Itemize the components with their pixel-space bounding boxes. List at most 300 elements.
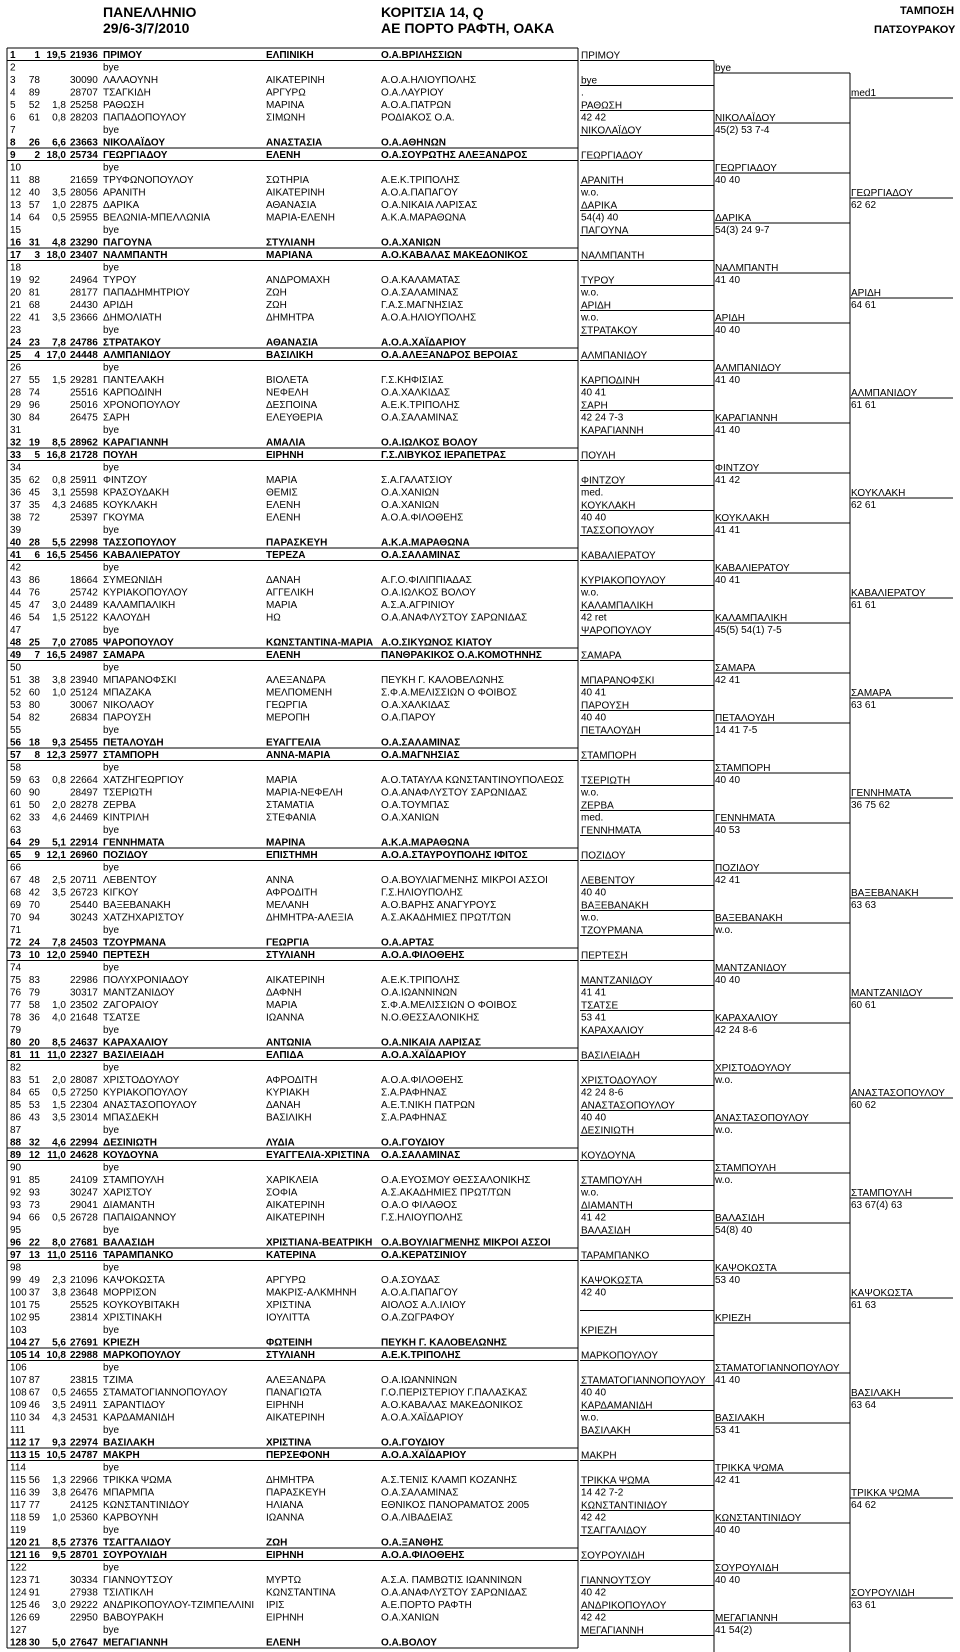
draw-position: 69 (10, 900, 22, 911)
player-club: Ο.Α.ΣΑΛΑΜΙΝΑΣ (381, 412, 459, 424)
player-surname: ΓΚΟΥΜΑ (103, 512, 144, 524)
player-club: Α.Ο.Α.ΠΑΠΑΓΟΥ (381, 1287, 458, 1299)
player-surname: ΠΑΝΤΕΛΑΚΗ (103, 375, 165, 386)
player-club: Ο.Α.ΧΑΝΙΩΝ (381, 812, 440, 824)
player-surname: ΚΑΡΠΟΔΙΝΗ (103, 387, 162, 399)
player-id: 28962 (70, 437, 98, 449)
r1-winner: bye (581, 75, 598, 87)
ranking-points: 3,5 (52, 1400, 66, 1411)
player-club: Α.Σ.ΤΕΝΙΣ ΚΛΑΜΠ ΚΟΖΑΝΗΣ (381, 1475, 518, 1486)
player-club: Α.Σ.ΑΚΑΔΗΜΙΕΣ ΠΡΩΤ/ΤΩΝ (381, 912, 511, 924)
player-id: 21648 (70, 1012, 98, 1024)
player-id: 25742 (70, 587, 98, 599)
player-surname: ΧΡΟΝΟΠΟΥΛΟΥ (103, 400, 181, 411)
player-club: Ο.Α.ΙΩΛΚΟΣ ΒΟΛΟΥ (381, 587, 476, 599)
r1-winner: ΚΑΡΔΑΜΑΝΙΔΗ (581, 1400, 653, 1412)
r2-winner: ΒΑΣΙΛΑΚΗ (715, 1413, 765, 1424)
player-id: 27938 (70, 1587, 98, 1599)
player-club: Α.Ε.ΠΟΡΤΟ ΡΑΦΤΗ (381, 1600, 472, 1611)
r1-score: 40 40 (581, 1387, 607, 1399)
event-dates: 29/6-3/7/2010 (103, 20, 190, 36)
bye-slot: bye (103, 162, 120, 174)
r1-winner: ΠΕΤΑΛΟΥΔΗ (581, 725, 641, 737)
draw-position: 7 (10, 125, 16, 136)
player-id: 30317 (70, 987, 98, 999)
ranking-points: 16,8 (46, 450, 66, 461)
ranking-points: 4,8 (52, 237, 66, 249)
player-club: Σ.Α.ΡΑΦΗΝΑΣ (381, 1112, 447, 1124)
seed-rank: 68 (28, 300, 40, 311)
r1-score: 41 42 (581, 1212, 607, 1224)
player-firstname: ΜΑΚΡΙΣ-ΑΛΚΜΗΝΗ (266, 1287, 357, 1299)
draw-position: 35 (10, 475, 22, 486)
player-id: 24531 (70, 1412, 98, 1424)
draw-position: 57 (10, 750, 22, 761)
draw-position: 53 (10, 700, 22, 711)
player-firstname: ΕΛΕΝΗ (266, 500, 301, 511)
player-club: Ο.Α.ΓΟΥΔΙΟΥ (381, 1137, 445, 1149)
r3-score: 63 63 (851, 900, 877, 911)
player-firstname: ΣΤΥΛΙΑΝΗ (266, 237, 315, 249)
r3-winner: ΣΟΥΡΟΥΛΙΔΗ (851, 1588, 915, 1599)
ranking-points: 4,3 (52, 500, 66, 511)
player-surname: ΣΤΡΑΤΑΚΟΥ (103, 337, 161, 349)
r1-winner: ΑΝΑΣΤΑΣΟΠΟΥΛΟΥ (581, 1100, 675, 1112)
r2-score: 40 40 (715, 775, 741, 786)
draw-position: 96 (10, 1237, 22, 1249)
player-surname: ΔΗΜΟΛΙΑΤΗ (103, 312, 162, 324)
r2-score: 40 40 (715, 1525, 741, 1536)
player-firstname: ΧΡΙΣΤΙΝΑ (266, 1300, 312, 1311)
player-id: 25440 (70, 900, 98, 911)
player-surname: ΤΣΑΓΓΑΛΙΔΟΥ (103, 1537, 172, 1549)
seed-rank: 15 (28, 1450, 40, 1461)
event-title: ΠΑΝΕΛΛΗΝΙΟ (103, 4, 197, 20)
player-club: Ο.Α.ΛΙΒΑΔΕΙΑΣ (381, 1512, 453, 1524)
seed-rank: 51 (28, 1075, 40, 1086)
player-surname: ΜΠΑΖΑΚΑ (103, 687, 152, 699)
draw-position: 24 (10, 337, 22, 349)
r3-winner: ΜΑΝΤΖΑΝΙΔΟΥ (851, 988, 923, 999)
player-id: 28087 (70, 1075, 98, 1086)
player-firstname: ΠΑΡΑΣΚΕΥΗ (266, 1487, 326, 1499)
player-id: 25124 (70, 687, 98, 699)
category-title: ΚΟΡΙΤΣΙΑ 14, Q (381, 4, 484, 20)
r1-winner: ΜΑΝΤΖΑΝΙΔΟΥ (581, 975, 653, 987)
r2-score: w.o. (715, 1125, 733, 1136)
r3-winner: ΚΑΒΑΛΙΕΡΑΤΟΥ (851, 588, 926, 599)
player-id: 30243 (70, 912, 98, 924)
draw-position: 47 (10, 625, 22, 636)
r1-winner: ΒΑΣΙΛΑΚΗ (581, 1425, 631, 1437)
player-firstname: ΦΩΤΕΙΝΗ (266, 1337, 313, 1349)
ranking-points: 5,6 (52, 1337, 66, 1349)
player-surname: ΧΡΙΣΤΙΝΑΚΗ (103, 1312, 162, 1324)
seed-rank: 30 (28, 1637, 40, 1649)
seed-rank: 13 (28, 1250, 40, 1261)
player-surname: ΤΑΡΑΜΠΑΝΚΟ (103, 1250, 174, 1261)
r1-winner: ΣΤΑΜΠΟΥΛΗ (581, 1175, 643, 1187)
seed-rank: 6 (34, 550, 40, 561)
player-surname: ΨΑΡΟΠΟΥΛΟΥ (103, 637, 174, 649)
draw-position: 110 (10, 1412, 26, 1424)
r2-winner: ΦΙΝΤΖΟΥ (715, 463, 760, 474)
r1-score: 42 42 (581, 1512, 607, 1524)
r1-winner: ΠΡΙΜΟΥ (581, 50, 621, 62)
bye-slot: bye (103, 625, 120, 636)
player-firstname: ΚΥΡΙΑΚΗ (266, 1087, 310, 1099)
player-surname: ΠΟΖΙΔΟΥ (103, 850, 148, 861)
r2-winner: ΚΩΝΣΤΑΝΤΙΝΙΔΟΥ (715, 1513, 802, 1524)
bye-slot: bye (103, 825, 120, 836)
r1-score: 42 42 (581, 1612, 607, 1624)
draw-position: 32 (10, 437, 22, 449)
draw-position: 120 (10, 1537, 27, 1549)
bye-slot: bye (103, 62, 120, 74)
player-firstname: ΑΓΓΕΛΙΚΗ (266, 587, 314, 599)
seed-rank: 80 (28, 700, 40, 711)
ranking-points: 0,5 (52, 1387, 66, 1399)
draw-position: 74 (10, 962, 22, 974)
player-id: 28056 (70, 187, 98, 199)
r2-winner: ΒΑΞΕΒΑΝΑΚΗ (715, 913, 783, 924)
r1-winner: ΠΕΡΤΕΣΗ (581, 950, 628, 962)
player-id: 30247 (70, 1187, 98, 1199)
r1-winner: ΚΑΒΑΛΙΕΡΑΤΟΥ (581, 550, 656, 562)
player-surname: ΔΕΣΙΝΙΩΤΗ (103, 1137, 157, 1149)
player-id: 24987 (70, 650, 98, 661)
r3-winner: med1 (851, 88, 877, 99)
draw-position: 61 (10, 800, 22, 811)
draw-position: 128 (10, 1637, 27, 1649)
player-surname: ΑΝΑΣΤΑΣΟΠΟΥΛΟΥ (103, 1100, 197, 1111)
player-id: 23407 (70, 250, 98, 261)
player-surname: ΠΑΠΑΔΟΠΟΥΛΟΥ (103, 112, 187, 124)
draw-position: 45 (10, 600, 22, 611)
ranking-points: 8,5 (52, 437, 66, 449)
player-id: 23815 (70, 1375, 98, 1386)
player-club: Α.Ο.ΚΑΒΑΛΑΣ ΜΑΚΕΔΟΝΙΚΟΣ (381, 250, 528, 261)
r1-winner: ΤΥΡΟΥ (581, 275, 615, 287)
ranking-points: 18,0 (46, 150, 66, 161)
player-id: 22988 (70, 1350, 98, 1361)
player-firstname: ΜΑΡΙΑ (266, 475, 298, 486)
bye-slot: bye (103, 1325, 120, 1336)
r2-score: 41 40 (715, 425, 741, 436)
player-id: 24503 (70, 937, 98, 949)
player-surname: ΣΤΑΜΠΟΡΗ (103, 750, 159, 761)
r2-winner: ΚΑΒΑΛΙΕΡΑΤΟΥ (715, 563, 790, 574)
r1-winner: ΔΑΡΙΚΑ (581, 200, 618, 212)
r1-score: 54(4) 40 (581, 212, 619, 224)
draw-position: 62 (10, 812, 22, 824)
player-surname: ΖΑΓΟΡΑΙΟΥ (103, 1000, 159, 1011)
draw-position: 4 (10, 87, 16, 99)
r1-score: w.o. (581, 1412, 599, 1424)
r1-score: . (581, 87, 584, 99)
draw-position: 88 (10, 1137, 22, 1149)
seed-rank: 21 (28, 1537, 40, 1549)
r2-winner: ΔΑΡΙΚΑ (715, 213, 752, 224)
seed-rank: 92 (28, 275, 40, 286)
player-id: 25456 (70, 550, 98, 561)
player-club: Ο.Α.ΑΝΑΦΛΥΣΤΟΥ ΣΑΡΩΝΙΔΑΣ (381, 787, 528, 799)
r1-winner: ΔΙΑΜΑΝΤΗ (581, 1200, 633, 1212)
draw-position: 37 (10, 500, 22, 511)
player-club: Ο.Α.ΑΘΗΝΩΝ (381, 137, 446, 149)
r2-score: 40 40 (715, 325, 741, 336)
draw-position: 6 (10, 112, 16, 124)
draw-position: 101 (10, 1300, 27, 1311)
player-id: 25122 (70, 612, 98, 624)
player-firstname: ΖΩΗ (266, 287, 287, 299)
draw-position: 30 (10, 412, 22, 424)
player-surname: ΚΑΡΔΑΜΑΝΙΔΗ (103, 1412, 175, 1424)
player-club: Ο.Α.ΑΝΑΦΛΥΣΤΟΥ ΣΑΡΩΝΙΔΑΣ (381, 612, 528, 624)
player-firstname: ΑΝΝΑ-ΜΑΡΙΑ (266, 750, 331, 761)
seed-rank: 75 (28, 1300, 40, 1311)
draw-position: 76 (10, 987, 22, 999)
draw-position: 114 (10, 1462, 26, 1474)
seed-rank: 19 (28, 437, 40, 449)
player-firstname: ΜΑΡΙΑ (266, 775, 298, 786)
player-id: 25955 (70, 212, 98, 224)
r1-winner: ΓΕΩΡΓΙΑΔΟΥ (581, 150, 643, 162)
r1-winner: ΤΣΑΓΓΑΛΙΔΟΥ (581, 1525, 647, 1537)
player-firstname: ΑΝΝΑ (266, 875, 294, 886)
player-firstname: ΧΑΡΙΚΛΕΙΑ (266, 1175, 319, 1186)
player-firstname: ΜΥΡΤΩ (266, 1575, 302, 1586)
player-surname: ΒΑΒΟΥΡΑΚΗ (103, 1612, 164, 1624)
bye-slot: bye (103, 562, 120, 574)
draw-position: 14 (10, 212, 22, 224)
r1-score: 42 24 8-6 (581, 1087, 624, 1099)
player-firstname: ΑΘΑΝΑΣΙΑ (266, 337, 319, 349)
ranking-points: 12,3 (46, 750, 66, 761)
player-surname: ΤΖΙΜΑ (103, 1375, 133, 1386)
player-club: Ο.Α.ΒΟΥΛΙΑΓΜΕΝΗΣ ΜΙΚΡΟΙ ΑΣΣΟΙ (381, 1237, 551, 1249)
draw-position: 49 (10, 650, 22, 661)
r2-winner: ΣΟΥΡΟΥΛΙΔΗ (715, 1563, 779, 1574)
player-surname: ΚΥΡΙΑΚΟΠΟΥΛΟΥ (103, 1087, 188, 1099)
draw-position: 79 (10, 1025, 22, 1036)
draw-position: 64 (10, 837, 22, 849)
draw-position: 108 (10, 1387, 27, 1399)
r2-winner: ΚΟΥΚΛΑΚΗ (715, 513, 770, 524)
seed-rank: 69 (28, 1612, 40, 1624)
player-club: Α.Ο.Α.ΠΑΤΡΩΝ (381, 100, 452, 111)
r2-winner: ΣΤΑΜΑΤΟΓΙΑΝΝΟΠΟΥΛΟΥ (715, 1363, 840, 1374)
draw-position: 109 (10, 1400, 27, 1411)
player-firstname: ΝΕΦΕΛΗ (266, 387, 309, 399)
player-club: Ο.Α.ΙΩΑΝΝΙΝΩΝ (381, 1375, 458, 1386)
player-club: Ο.Α.ΞΑΝΘΗΣ (381, 1537, 444, 1549)
seed-rank: 66 (28, 1212, 40, 1224)
seed-rank: 18 (28, 737, 40, 749)
player-id: 27085 (70, 637, 98, 649)
player-firstname: ΚΩΝΣΤΑΝΤΙΝΑ (266, 1587, 336, 1599)
seed-rank: 29 (28, 837, 40, 849)
player-club: ΠΕΥΚΗ Γ. ΚΑΛΟΒΕΛΩΝΗΣ (381, 675, 504, 686)
draw-position: 40 (10, 537, 22, 549)
player-id: 27691 (70, 1337, 98, 1349)
r1-winner: ΑΛΜΠΑΝΙΔΟΥ (581, 350, 648, 362)
bye-slot: bye (103, 1362, 120, 1374)
draw-position: 42 (10, 562, 22, 574)
r1-winner: ΚΩΝΣΤΑΝΤΙΝΙΔΟΥ (581, 1500, 668, 1512)
r2-score: 40 41 (715, 575, 741, 586)
r2-score: 45(5) 54(1) 7-5 (715, 625, 782, 636)
player-club: Ο.Α.ΝΙΚΑΙΑ ΛΑΡΙΣΑΣ (381, 1037, 481, 1049)
seed-rank: 40 (28, 187, 40, 199)
draw-position: 21 (10, 300, 22, 311)
r2-winner: ΠΕΤΑΛΟΥΔΗ (715, 713, 775, 724)
player-club: Ο.Α.ΛΑΥΡΙΟΥ (381, 87, 444, 99)
player-firstname: ΛΥΔΙΑ (266, 1137, 295, 1149)
player-firstname: ΑΝΑΣΤΑΣΙΑ (266, 137, 323, 149)
player-firstname: ΤΕΡΕΖΑ (266, 550, 306, 561)
seed-rank: 78 (28, 75, 40, 86)
player-surname: ΒΑΣΙΛΑΚΗ (103, 1437, 155, 1449)
player-firstname: ΑΙΚΑΤΕΡΙΝΗ (266, 187, 325, 199)
player-surname: ΤΡΥΦΩΝΟΠΟΥΛΟΥ (103, 175, 194, 186)
player-surname: ΤΥΡΟΥ (103, 275, 137, 286)
seed-rank: 84 (28, 412, 40, 424)
player-id: 26834 (70, 712, 98, 724)
player-surname: ΚΩΝΣΤΑΝΤΙΝΙΔΟΥ (103, 1500, 190, 1511)
player-id: 25360 (70, 1512, 98, 1524)
draw-position: 12 (10, 187, 22, 199)
r3-score: 36 75 62 (851, 800, 890, 811)
player-surname: ΖΕΡΒΑ (103, 800, 136, 811)
player-surname: ΤΣΕΡΙΩΤΗ (103, 787, 153, 799)
player-id: 22664 (70, 775, 98, 786)
bye-slot: bye (103, 362, 120, 374)
player-id: 26728 (70, 1212, 98, 1224)
player-firstname: ΜΑΡΙΝΑ (266, 837, 306, 849)
r2-winner: ΑΡΙΔΗ (715, 313, 746, 324)
player-firstname: ΠΕΡΣΕΦΟΝΗ (266, 1450, 330, 1461)
r2-winner: ΣΤΑΜΠΟΡΗ (715, 763, 771, 774)
player-surname: ΣΑΜΑΡΑ (103, 650, 145, 661)
seed-rank: 23 (28, 337, 40, 349)
ranking-points: 3,0 (52, 600, 66, 611)
draw-position: 91 (10, 1175, 22, 1186)
ranking-points: 4,3 (52, 1412, 66, 1424)
seed-rank: 48 (28, 875, 40, 886)
player-surname: ΣΥΜΕΩΝΙΔΗ (103, 575, 163, 586)
draw-position: 52 (10, 687, 22, 699)
player-firstname: ΑΦΡΟΔΙΤΗ (266, 1075, 318, 1086)
bye-slot: bye (103, 762, 120, 774)
seed-rank: 57 (28, 200, 40, 211)
draw-position: 123 (10, 1575, 27, 1586)
player-id: 24489 (70, 600, 98, 611)
draw-position: 18 (10, 262, 22, 274)
player-firstname: ΧΡΙΣΤΙΝΑ (266, 1437, 312, 1449)
r1-score: w.o. (581, 787, 599, 799)
bye-slot: bye (103, 1025, 120, 1036)
player-surname: ΠΑΠΑΔΗΜΗΤΡΙΟΥ (103, 287, 190, 299)
player-surname: ΜΠΑΡΜΠΑ (103, 1487, 155, 1499)
r1-score: 40 42 (581, 1587, 607, 1599)
player-firstname: ΚΩΝΣΤΑΝΤΙΝΑ-ΜΑΡΙΑ (266, 637, 374, 649)
r1-score: 40 41 (581, 687, 607, 699)
seed-rank: 17 (28, 1437, 40, 1449)
player-id: 25455 (70, 737, 98, 749)
player-club: Ο.Α.ΒΟΥΛΙΑΓΜΕΝΗΣ ΜΙΚΡΟΙ ΑΣΣΟΙ (381, 875, 548, 886)
player-club: Ο.Α.ΑΝΑΦΛΥΣΤΟΥ ΣΑΡΩΝΙΔΑΣ (381, 1587, 528, 1599)
player-club: Ο.Α.ΧΑΝΙΩΝ (381, 1612, 440, 1624)
r1-score: w.o. (581, 1187, 599, 1199)
player-firstname: ΑΘΑΝΑΣΙΑ (266, 200, 317, 211)
player-club: Α.Ο.ΚΑΒΑΛΑΣ ΜΑΚΕΔΟΝΙΚΟΣ (381, 1400, 523, 1411)
ranking-points: 0,8 (52, 475, 66, 486)
player-club: Α.Ο.Α.ΦΙΛΟΘΕΗΣ (381, 1075, 464, 1086)
draw-position: 23 (10, 325, 22, 336)
seed-rank: 72 (28, 512, 40, 524)
player-club: Α.Ο.Α.ΦΙΛΟΘΕΗΣ (381, 512, 464, 524)
seed-rank: 56 (28, 1475, 40, 1486)
player-id: 25258 (70, 100, 98, 111)
player-firstname: ΗΩ (266, 612, 281, 624)
bye-slot: bye (103, 1062, 120, 1074)
draw-position: 99 (10, 1275, 22, 1286)
draw-position: 39 (10, 525, 22, 536)
player-id: 28701 (70, 1550, 98, 1561)
draw-position: 28 (10, 387, 22, 399)
r1-winner: ΚΟΥΚΛΑΚΗ (581, 500, 636, 512)
player-club: Ο.Α.ΑΡΤΑΣ (381, 937, 435, 949)
r1-winner: ΣΟΥΡΟΥΛΙΔΗ (581, 1550, 645, 1562)
bye-slot: bye (103, 725, 120, 736)
r3-score: 63 61 (851, 1600, 877, 1611)
r1-score: 40 41 (581, 387, 607, 399)
r1-winner: ΧΡΙΣΤΟΔΟΥΛΟΥ (581, 1075, 658, 1087)
player-surname: ΚΑΡΒΟΥΝΗ (103, 1512, 159, 1524)
player-firstname: ΜΑΡΙΝΑ (266, 100, 305, 111)
r1-score: 40 40 (581, 1112, 607, 1124)
seed-rank: 62 (28, 475, 40, 486)
ranking-points: 3,5 (52, 312, 66, 324)
ranking-points: 7,8 (52, 337, 66, 349)
venue-title: ΑΕ ΠΟΡΤΟ ΡΑΦΤΗ, ΟΑΚΑ (381, 20, 555, 36)
r3-winner: ΓΕΝΝΗΜΑΤΑ (851, 788, 912, 799)
draw-position: 98 (10, 1262, 22, 1274)
r2-score: 53 40 (715, 1275, 741, 1286)
player-club: Ο.Α.ΑΛΕΞΑΝΔΡΟΣ ΒΕΡΟΙΑΣ (381, 350, 518, 361)
ranking-points: 3,5 (52, 187, 66, 199)
r3-score: 63 64 (851, 1400, 877, 1411)
player-club: Γ.Σ.ΚΗΦΙΣΙΑΣ (381, 375, 444, 386)
player-club: Ο.Α.ΝΙΚΑΙΑ ΛΑΡΙΣΑΣ (381, 200, 478, 211)
draw-position: 41 (10, 550, 22, 561)
draw-position: 78 (10, 1012, 22, 1024)
player-id: 22875 (70, 200, 98, 211)
player-surname: ΧΡΙΣΤΟΔΟΥΛΟΥ (103, 1075, 180, 1086)
player-firstname: ΒΙΟΛΕΤΑ (266, 375, 309, 386)
player-surname: ΤΡΙΚΚΑ ΨΩΜΑ (103, 1475, 172, 1486)
player-club: Ο.Α.ΠΑΡΟΥ (381, 712, 436, 724)
r1-winner: ΚΑΡΑΓΙΑΝΝΗ (581, 425, 644, 437)
player-club: Α.Ο.Α.ΧΑΪΔΑΡΙΟΥ (381, 1412, 464, 1424)
player-surname: ΜΑΡΚΟΠΟΥΛΟΥ (103, 1350, 181, 1361)
draw-position: 26 (10, 362, 22, 374)
player-firstname: ΑΡΓΥΡΩ (266, 1275, 306, 1286)
player-club: Ο.Α.ΓΟΥΔΙΟΥ (381, 1437, 445, 1449)
player-club: ΕΘΝΙΚΟΣ ΠΑΝΟΡΑΜΑΤΟΣ 2005 (381, 1500, 530, 1511)
seed-rank: 41 (28, 312, 40, 324)
